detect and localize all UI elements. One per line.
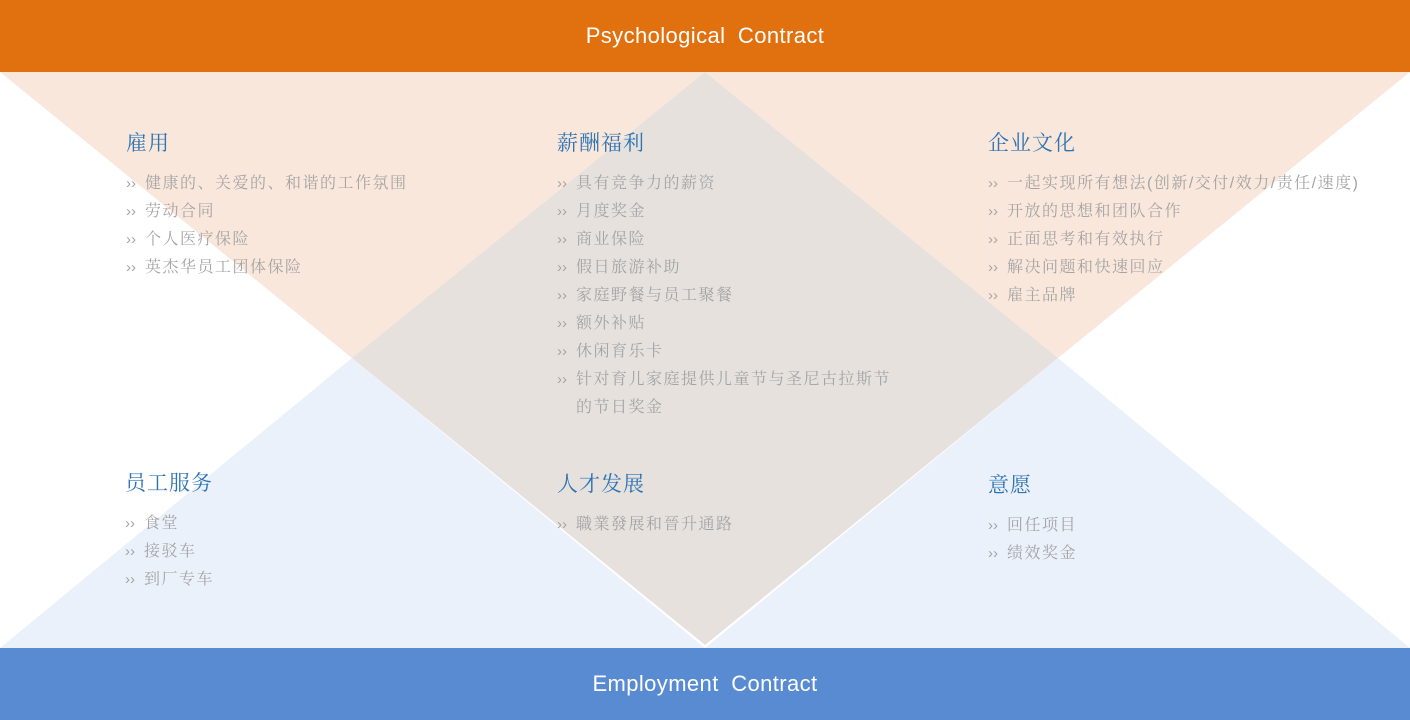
- chevron-bullet-icon: ››: [988, 259, 998, 276]
- bullet-item: [557, 254, 897, 282]
- section-title: 人才发展: [557, 473, 645, 496]
- section-title: 薪酬福利: [557, 132, 645, 155]
- bullet-text: 针对育儿家庭提供儿童节与圣尼古拉斯节的节日奖金: [576, 371, 892, 416]
- bullet-text: 回任项目: [1007, 517, 1078, 534]
- chevron-bullet-icon: ››: [126, 203, 136, 220]
- chevron-bullet-icon: ››: [125, 543, 135, 560]
- employment-contract-banner: [0, 648, 1410, 720]
- bullet-text: 正面思考和有效执行: [1007, 231, 1165, 248]
- chevron-bullet-icon: ››: [988, 175, 998, 192]
- section-employment: [126, 131, 408, 282]
- section-corporate-culture: [988, 131, 1359, 310]
- bullet-text: 解决问题和快速回应: [1007, 259, 1165, 276]
- bullet-item: [125, 538, 214, 566]
- chevron-bullet-icon: ››: [988, 287, 998, 304]
- section-employee-services: [125, 471, 214, 594]
- chevron-bullet-icon: ››: [557, 259, 567, 276]
- banner-top-label: Psychological Contract: [585, 23, 825, 48]
- bullet-item: [557, 170, 897, 198]
- bullet-text: 个人医疗保险: [145, 231, 251, 248]
- bullet-list: [557, 511, 734, 539]
- bullet-item: [988, 170, 1359, 198]
- chevron-bullet-icon: ››: [125, 571, 135, 588]
- chevron-bullet-icon: ››: [557, 516, 567, 533]
- bullet-text: 额外补贴: [576, 315, 647, 332]
- bullet-item: [126, 198, 408, 226]
- chevron-bullet-icon: ››: [126, 259, 136, 276]
- chevron-bullet-icon: ››: [557, 175, 567, 192]
- bullet-item: [557, 282, 897, 310]
- section-willingness: [988, 473, 1077, 568]
- bullet-item: [557, 310, 897, 338]
- chevron-bullet-icon: ››: [557, 315, 567, 332]
- bullet-list: [125, 510, 214, 594]
- bullet-item: [557, 226, 897, 254]
- bullet-text: 到厂专车: [144, 571, 215, 588]
- chevron-bullet-icon: ››: [557, 203, 567, 220]
- bullet-item: [126, 170, 408, 198]
- bullet-item: [125, 566, 214, 594]
- bullet-item: [557, 338, 897, 366]
- bullet-text: 开放的思想和团队合作: [1007, 203, 1183, 220]
- bullet-text: 職業發展和晉升通路: [576, 516, 734, 533]
- chevron-bullet-icon: ››: [988, 545, 998, 562]
- section-talent-development: [557, 472, 734, 539]
- chevron-bullet-icon: ››: [988, 231, 998, 248]
- banner-bottom-label: Employment Contract: [592, 671, 818, 696]
- bullet-list: [988, 170, 1359, 310]
- chevron-bullet-icon: ››: [557, 371, 567, 388]
- chevron-bullet-icon: ››: [126, 175, 136, 192]
- bullet-text: 家庭野餐与员工聚餐: [576, 287, 734, 304]
- chevron-bullet-icon: ››: [125, 515, 135, 532]
- bullet-text: 健康的、关爱的、和谐的工作氛围: [145, 175, 408, 192]
- bullet-text: 商业保险: [576, 231, 647, 248]
- section-title: 企业文化: [988, 132, 1076, 155]
- bullet-item: [988, 226, 1359, 254]
- bullet-text: 休闲育乐卡: [576, 343, 664, 360]
- bullet-text: 一起实现所有想法(创新/交付/效力/责任/速度): [1007, 175, 1360, 192]
- chevron-bullet-icon: ››: [557, 343, 567, 360]
- bullet-item: [988, 198, 1359, 226]
- bullet-item: [988, 512, 1077, 540]
- chevron-bullet-icon: ››: [988, 517, 998, 534]
- bullet-list: [126, 170, 408, 282]
- chevron-bullet-icon: ››: [988, 203, 998, 220]
- bullet-text: 英杰华员工团体保险: [145, 259, 303, 276]
- section-title: 意愿: [988, 474, 1032, 497]
- bullet-text: 绩效奖金: [1007, 545, 1078, 562]
- chevron-bullet-icon: ››: [557, 231, 567, 248]
- bullet-item: [126, 254, 408, 282]
- bullet-item: [557, 366, 897, 422]
- bullet-text: 月度奖金: [576, 203, 647, 220]
- bullet-item: [988, 282, 1359, 310]
- bullet-text: 接驳车: [144, 543, 197, 560]
- bullet-item: [126, 226, 408, 254]
- section-compensation-benefits: [557, 131, 897, 422]
- bullet-item: [988, 254, 1359, 282]
- bullet-text: 食堂: [144, 515, 180, 532]
- bullet-text: 劳动合同: [145, 203, 216, 220]
- bullet-item: [557, 511, 734, 539]
- psychological-contract-banner: [0, 0, 1410, 72]
- bullet-text: 假日旅游补助: [576, 259, 682, 276]
- bullet-list: [988, 512, 1077, 568]
- section-title: 员工服务: [125, 472, 213, 495]
- bullet-item: [988, 540, 1077, 568]
- bullet-item: [125, 510, 214, 538]
- chevron-bullet-icon: ››: [557, 287, 567, 304]
- chevron-bullet-icon: ››: [126, 231, 136, 248]
- bullet-list: [557, 170, 897, 422]
- section-title: 雇用: [126, 132, 170, 155]
- bullet-text: 具有竞争力的薪资: [576, 175, 717, 192]
- bullet-item: [557, 198, 897, 226]
- bullet-text: 雇主品牌: [1007, 287, 1078, 304]
